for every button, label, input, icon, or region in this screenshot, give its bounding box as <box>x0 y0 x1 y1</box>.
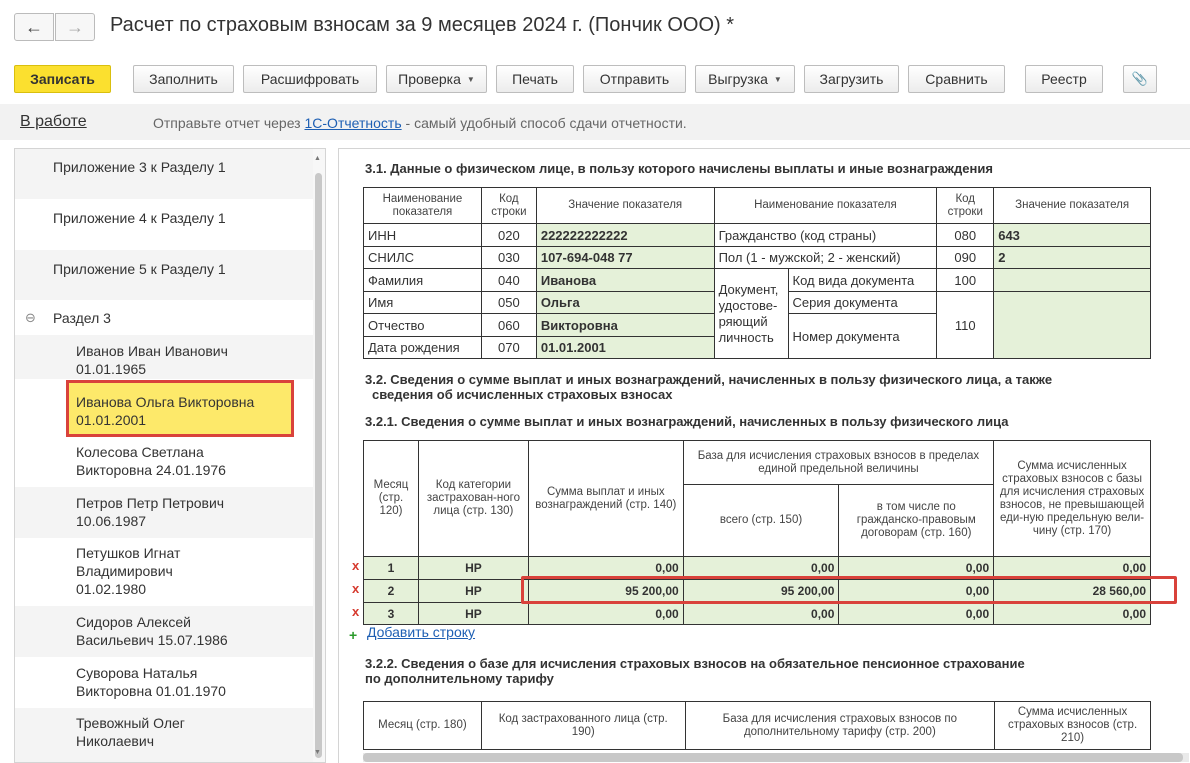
person-name: Тревожный Олег Николаевич <box>76 715 185 749</box>
header-base: База для исчисления страховых взносов по дополнительному тарифу (стр. 200) <box>685 702 995 750</box>
header-contrib: Сумма исчисленных страховых взносов с базы для исчисления страховых взносов, не превышающей еди-ную предельную вели-чину (стр. 170) <box>994 441 1151 557</box>
person-name: Иванова Ольга Викторовна 01.01.2001 <box>76 394 255 428</box>
sidebar-item-person[interactable] <box>15 335 313 379</box>
name-field[interactable]: Ольга <box>536 292 714 314</box>
back-button[interactable] <box>14 13 54 41</box>
header-civil: в том числе по гражданско-правовым договорам (стр. 160) <box>839 485 994 557</box>
birthdate-code: 070 <box>481 337 536 359</box>
header-code: Код строки <box>937 188 994 224</box>
surname-label: Фамилия <box>364 269 482 292</box>
header-value: Значение показателя <box>994 188 1151 224</box>
sum-cell[interactable]: 0,00 <box>528 603 683 625</box>
doc-series-number-field[interactable] <box>994 292 1151 359</box>
person-name: Суворова Наталья Викторовна 01.01.1970 <box>76 665 226 699</box>
toolbar <box>0 62 1190 96</box>
sidebar-item-person[interactable] <box>15 708 313 763</box>
inn-code: 020 <box>481 224 536 247</box>
civil-cell[interactable]: 0,00 <box>839 557 994 580</box>
month-cell[interactable]: 3 <box>364 603 419 625</box>
header-month: Месяц (стр. 120) <box>364 441 419 557</box>
sidebar-item-label: Приложение 5 к Разделу 1 <box>53 261 226 277</box>
chevron-down-icon: ▼ <box>466 74 475 84</box>
highlight-row-box <box>521 576 1177 604</box>
document-label: Документ, удостове-ряющий личность <box>714 269 788 359</box>
sidebar-item-label: Раздел 3 <box>53 310 111 326</box>
civil-cell[interactable]: 0,00 <box>839 603 994 625</box>
scroll-down-icon[interactable]: ▼ <box>314 749 321 756</box>
patronymic-field[interactable]: Викторовна <box>536 314 714 337</box>
sum-cell[interactable]: 95 200,00 <box>528 580 683 603</box>
contrib-cell[interactable]: 0,00 <box>994 557 1151 580</box>
sidebar <box>14 148 326 763</box>
header-code: Код застрахованного лица (стр. 190) <box>481 702 685 750</box>
total-cell[interactable]: 0,00 <box>683 603 839 625</box>
inn-label: ИНН <box>364 224 482 247</box>
sidebar-item-label: Приложение 3 к Разделу 1 <box>53 159 226 175</box>
sex-code: 090 <box>937 247 994 269</box>
sidebar-item-app4[interactable] <box>15 199 313 250</box>
window-title: Расчет по страховым взносам за 9 месяцев 2024 г. (Пончик ООО) * <box>110 14 735 36</box>
horizontal-scroll-thumb[interactable] <box>363 753 1183 762</box>
check-label: Проверка <box>398 71 461 87</box>
sidebar-item-person-selected[interactable] <box>66 380 294 437</box>
sidebar-item-person[interactable] <box>15 657 313 708</box>
doc-kind-label: Код вида документа <box>788 269 937 292</box>
sidebar-item-label: Приложение 4 к Разделу 1 <box>53 210 226 226</box>
person-name: Иванов Иван Иванович 01.01.1965 <box>76 343 228 377</box>
person-name: Петров Петр Петрович 10.06.1987 <box>76 495 225 529</box>
save-button[interactable]: Записать <box>14 65 111 93</box>
export-label: Выгрузка <box>708 71 768 87</box>
collapse-icon[interactable]: ⊖ <box>25 310 36 325</box>
month-cell[interactable]: 1 <box>364 557 419 580</box>
delete-row-icon[interactable]: x <box>352 604 360 619</box>
scroll-up-icon[interactable]: ▲ <box>314 155 321 162</box>
add-row-link[interactable]: Добавить строку <box>367 624 476 640</box>
sidebar-scroll-thumb[interactable] <box>315 173 322 758</box>
report-form <box>338 148 1190 763</box>
doc-number-label: Номер документа <box>788 314 937 359</box>
citizenship-field[interactable]: 643 <box>994 224 1151 247</box>
citizenship-code: 080 <box>937 224 994 247</box>
contrib-cell[interactable]: 0,00 <box>994 603 1151 625</box>
export-button[interactable] <box>695 65 795 93</box>
fill-button[interactable]: Заполнить <box>133 65 234 93</box>
section-3-1-title: 3.1. Данные о физическом лице, в пользу которого начислены выплаты и иные вознаграждения <box>365 161 993 176</box>
header-total: всего (стр. 150) <box>683 485 839 557</box>
person-name: Сидоров Алексей Васильевич 15.07.1986 <box>76 614 228 648</box>
delete-row-icon[interactable]: x <box>352 558 360 573</box>
sidebar-item-person[interactable] <box>15 437 313 487</box>
info-text-after: - самый удобный способ сдачи отчетности. <box>405 115 687 131</box>
citizenship-label: Гражданство (код страны) <box>714 224 937 247</box>
sex-field[interactable]: 2 <box>994 247 1151 269</box>
header-category: Код категории застрахован-ного лица (стр. 130) <box>418 441 528 557</box>
doc-kind-field[interactable] <box>994 269 1151 292</box>
header-sum: Сумма выплат и иных вознаграждений (стр. 140) <box>528 441 683 557</box>
check-button[interactable] <box>386 65 487 93</box>
sidebar-item-person[interactable] <box>15 487 313 538</box>
inn-field[interactable]: 222222222222 <box>536 224 714 247</box>
header-month: Месяц (стр. 180) <box>364 702 482 750</box>
snils-label: СНИЛС <box>364 247 482 269</box>
snils-code: 030 <box>481 247 536 269</box>
sex-label: Пол (1 - мужской; 2 - женский) <box>714 247 937 269</box>
info-text <box>153 115 687 131</box>
surname-field[interactable]: Иванова <box>536 269 714 292</box>
sidebar-item-person[interactable] <box>15 538 313 606</box>
personal-data-table <box>363 187 1151 359</box>
table-row <box>364 603 1151 625</box>
name-code: 050 <box>481 292 536 314</box>
1c-reporting-link[interactable]: 1С-Отчетность <box>304 115 402 131</box>
person-name: Петушков Игнат Владимирович 01.02.1980 <box>76 545 181 597</box>
header-name: Наименование показателя <box>714 188 937 224</box>
paperclip-icon: 📎 <box>1131 71 1149 86</box>
attach-button[interactable] <box>1123 65 1157 93</box>
snils-field[interactable]: 107-694-048 77 <box>536 247 714 269</box>
surname-code: 040 <box>481 269 536 292</box>
contrib-cell[interactable]: 28 560,00 <box>994 580 1151 603</box>
category-cell[interactable]: НР <box>418 580 528 603</box>
doc-series-label: Серия документа <box>788 292 937 314</box>
status-link[interactable]: В работе <box>20 113 87 130</box>
title-bar <box>0 0 1190 52</box>
section-3-2-title: 3.2. Сведения о сумме выплат и иных вознаграждений, начисленных в пользу физического лица, а также сведения об исчисленных страховых взносах <box>365 372 1053 402</box>
sidebar-item-app5[interactable] <box>15 250 313 300</box>
header-value: Значение показателя <box>536 188 714 224</box>
header-base: База для исчисления страховых взносов в пределах единой предельной величины <box>683 441 993 485</box>
patronymic-label: Отчество <box>364 314 482 337</box>
total-cell[interactable]: 95 200,00 <box>683 580 839 603</box>
category-cell[interactable]: НР <box>418 603 528 625</box>
patronymic-code: 060 <box>481 314 536 337</box>
person-name: Колесова Светлана Викторовна 24.01.1976 <box>76 444 226 478</box>
doc-code: 110 <box>937 292 994 359</box>
print-button[interactable]: Печать <box>496 65 574 93</box>
header-sum: Сумма исчисленных страховых взносов (стр. 210) <box>995 702 1151 750</box>
header-name: Наименование показателя <box>364 188 482 224</box>
birthdate-field[interactable]: 01.01.2001 <box>536 337 714 359</box>
arrow-right-icon: → <box>66 16 84 37</box>
name-label: Имя <box>364 292 482 314</box>
doc-kind-code: 100 <box>937 269 994 292</box>
info-bar <box>0 104 1190 140</box>
compare-button[interactable]: Сравнить <box>908 65 1005 93</box>
sidebar-item-section3[interactable] <box>15 300 313 335</box>
delete-row-icon[interactable]: x <box>352 581 360 596</box>
sum-cell[interactable]: 0,00 <box>528 557 683 580</box>
arrow-left-icon: ← <box>25 16 43 37</box>
info-text-before: Отправьте отчет через <box>153 115 301 131</box>
forward-button[interactable] <box>55 13 95 41</box>
civil-cell[interactable]: 0,00 <box>839 580 994 603</box>
load-button[interactable]: Загрузить <box>804 65 899 93</box>
decode-button[interactable]: Расшифровать <box>243 65 377 93</box>
registry-button[interactable]: Реестр <box>1025 65 1103 93</box>
add-row-icon[interactable]: + <box>349 627 358 643</box>
section-3-2-2-title: 3.2.2. Сведения о базе для исчисления страховых взносов на обязательное пенсионное страхование по дополнительному тарифу <box>365 656 1025 686</box>
month-cell[interactable]: 2 <box>364 580 419 603</box>
chevron-down-icon: ▼ <box>773 74 782 84</box>
category-cell[interactable]: НР <box>418 557 528 580</box>
send-button[interactable]: Отправить <box>583 65 686 93</box>
sidebar-item-person[interactable] <box>15 606 313 657</box>
total-cell[interactable]: 0,00 <box>683 557 839 580</box>
sidebar-item-app3[interactable] <box>15 149 313 199</box>
birthdate-label: Дата рождения <box>364 337 482 359</box>
additional-tariff-table <box>363 701 1151 750</box>
section-3-2-1-title: 3.2.1. Сведения о сумме выплат и иных вознаграждений, начисленных в пользу физического лица <box>365 414 1009 429</box>
header-code: Код строки <box>481 188 536 224</box>
